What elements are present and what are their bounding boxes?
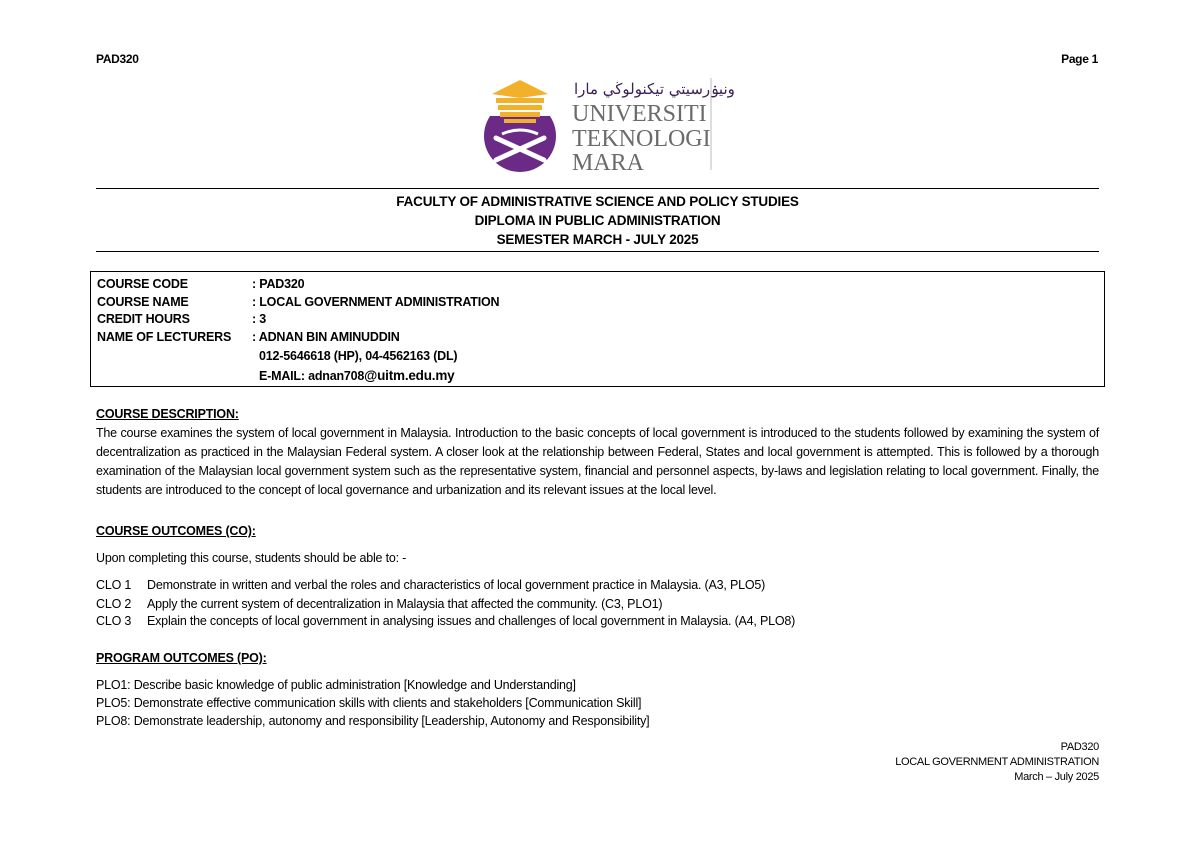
course-code-label: COURSE CODE (97, 277, 188, 291)
credit-hours-value: : 3 (252, 312, 266, 326)
logo-line-universiti: UNIVERSITI (572, 101, 707, 127)
clo-code: CLO 1 (96, 578, 132, 592)
uitm-emblem-icon (484, 76, 556, 172)
clo-item (96, 578, 765, 592)
header-page-number: Page 1 (1061, 52, 1098, 66)
program-outcomes-title: PROGRAM OUTCOMES (PO): (96, 651, 267, 665)
plo-item: PLO5: Demonstrate effective communication skills with clients and stakeholders [Communication Skill] (96, 696, 642, 710)
clo-item (96, 614, 795, 628)
course-info-box (90, 271, 1105, 387)
course-code-row (97, 277, 304, 291)
top-rule (96, 188, 1099, 189)
course-outcomes-title: COURSE OUTCOMES (CO): (96, 524, 256, 538)
footer-course-code: PAD320 (1060, 741, 1099, 753)
credit-hours-label: CREDIT HOURS (97, 312, 190, 326)
lecturer-email-domain: @uitm.edu.my (364, 368, 455, 383)
lecturer-value: : ADNAN BIN AMINUDDIN (252, 330, 400, 344)
lecturer-email-prefix: E-MAIL: adnan708 (259, 369, 365, 383)
clo-code: CLO 2 (96, 597, 132, 611)
lecturer-row (97, 330, 400, 344)
course-name-row (97, 295, 499, 309)
semester-name: SEMESTER MARCH - JULY 2025 (496, 232, 699, 247)
plo-item: PLO8: Demonstrate leadership, autonomy and responsibility [Leadership, Autonomy and Responsibility] (96, 714, 650, 728)
logo-line-mara: MARA (572, 150, 645, 176)
faculty-heading (96, 192, 1099, 249)
plo-item: PLO1: Describe basic knowledge of public administration [Knowledge and Understanding] (96, 678, 576, 692)
footer-semester: March – July 2025 (1014, 771, 1099, 783)
clo-text: Explain the concepts of local government in analysing issues and challenges of local government in Malaysia. (A4, PLO8) (147, 614, 796, 628)
clo-text: Apply the current system of decentralization in Malaysia that affected the community. (C3, PLO1) (147, 597, 663, 611)
course-code-value: : PAD320 (252, 277, 305, 291)
logo-line-teknologi: TEKNOLOGI (572, 126, 711, 152)
faculty-name: FACULTY OF ADMINISTRATIVE SCIENCE AND POLICY STUDIES (396, 194, 799, 209)
course-description-text: The course examines the system of local government in Malaysia. Introduction to the basic concepts of local government is introduced to the students followed by examining the system of decentralization as practiced in the Malaysian Federal system. A closer look at the relationship between Federal, States and local government is attempted. This is followed by a thorough examination of the Malaysian local government system such as the representative system, financial and personnel aspects, by-laws and legislation relating to local government. Finally, the students are introduced to the concept of local governance and urbanization and its relevant issues at the local level. (96, 426, 1099, 497)
lecturer-email-row (259, 368, 454, 383)
course-description-title: COURSE DESCRIPTION: (96, 407, 239, 421)
page-footer (895, 740, 1099, 785)
course-name-value: : LOCAL GOVERNMENT ADMINISTRATION (252, 295, 500, 309)
clo-item (96, 597, 662, 611)
lecturer-label: NAME OF LECTURERS (97, 330, 232, 344)
bottom-rule (96, 251, 1099, 252)
logo-arabic-text: ونيۏرسيتي تيكنولوڬي مارا (574, 80, 735, 98)
header-course-code: PAD320 (96, 52, 139, 66)
course-outcomes-intro: Upon completing this course, students should be able to: - (96, 551, 407, 565)
lecturer-phone: 012-5646618 (HP), 04-4562163 (DL) (259, 349, 458, 363)
course-name-label: COURSE NAME (97, 295, 189, 309)
clo-code: CLO 3 (96, 614, 132, 628)
program-name: DIPLOMA IN PUBLIC ADMINISTRATION (474, 213, 721, 228)
footer-course-name: LOCAL GOVERNMENT ADMINISTRATION (895, 756, 1099, 768)
clo-text: Demonstrate in written and verbal the roles and characteristics of local government practice in Malaysia. (A3, PLO5) (147, 578, 766, 592)
credit-hours-row (97, 312, 266, 326)
uitm-logo (482, 76, 735, 176)
